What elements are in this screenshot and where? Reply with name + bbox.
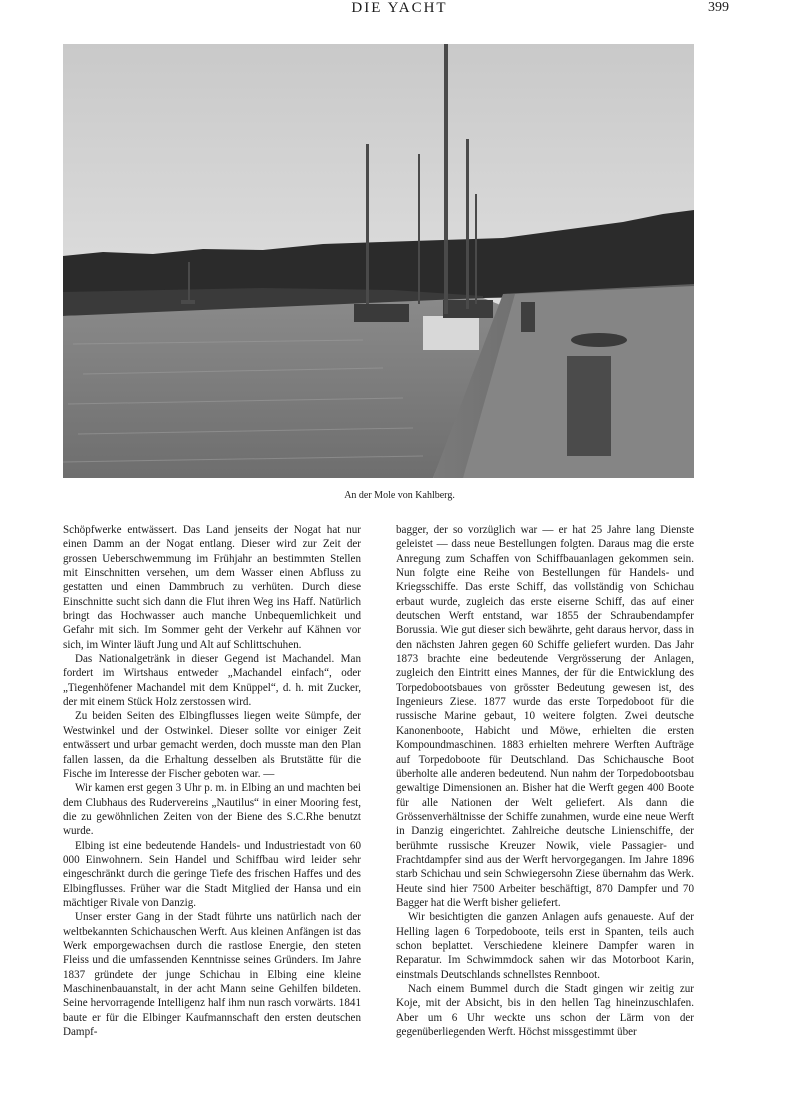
paragraph: Wir besichtigten die ganzen Anlagen aufs genaueste. Auf der Helling lagen 6 Torpedoboote, teils erst in Spanten, teils auch schon beplattet. Verschiedene kleinere Dampfer waren in Reparatur. Im Schwimmdock sahen wir das Motorboot Karin, einstmals Deutschlands schnellstes Rennboot. [396,911,694,981]
paragraph: Unser erster Gang in der Stadt führte uns natürlich nach der weltbekannten Schichauschen Werft. Aus kleinen Anfängen ist das Werk emporgewachsen durch die rastlose Energie, den steten Fleiss und die umfassenden Kenntnisse seines Gründers. Im Jahre 1837 gründete der junge Schichau in Elbing eine kleine Maschinenbauanstalt, in der acht Mann seine Gehilfen bildeten. Seine hervorragende Intelligenz half ihm nun rasch vorwärts. 1841 baute er für die Elbinger Kaufmannschaft den ersten deutschen Dampf- [63,911,361,1039]
running-title: DIE YACHT [351,0,448,16]
text-column-left [63,523,361,1039]
harbor-photo [63,44,694,478]
page-number: 399 [708,0,729,15]
photo-caption: An der Mole von Kahlberg. [344,490,455,501]
text-column-right [396,523,694,1039]
paragraph: Elbing ist eine bedeutende Handels- und Industriestadt von 60 000 Einwohnern. Sein Handel und Schiffbau wird leider sehr eingeschränkt durch die geringe Tiefe des frischen Haffes und des Elbingflusses. Früher war die Stadt Mitglied der Hansa und ein mächtiger Rivale von Danzig. [63,839,361,909]
paragraph: Nach einem Bummel durch die Stadt gingen wir zeitig zur Koje, mit der Absicht, bis in den hellen Tag hineinzuschlafen. Aber um 6 Uhr weckte uns schon der Lärm von der gegenüberliegenden Werft. Höchst missgestimmt über [396,983,694,1039]
paragraph: Das Nationalgetränk in dieser Gegend ist Machandel. Man fordert im Wirtshaus entweder „Machandel einfach“, oder „Tiegenhöfener Machandel mit dem Knüppel“, d. h. mit Zucker, der mit einem Stück Holz zerstossen wird. [63,653,361,709]
paragraph: Schöpfwerke entwässert. Das Land jenseits der Nogat hat nur einen Damm an der Nogat entlang. Dieser wird zur Zeit der grossen Ueberschwemmung im Frühjahr an bestimmten Stellen mit Einschnitten versehen, um dem Wasser einen Abfluss zu gestatten und einen Dammbruch zu verhüten. Durch diese Einschnitte sucht sich dann die Flut ihren Weg ins Haff. Natürlich bringt das Hochwasser auch manche Unbequemlichkeit und Gefahr mit sich. Im Sommer geht der Verkehr auf Kähnen vor sich, im Winter läuft Jung und Alt auf Schlittschuhen. [63,524,361,651]
paragraph: Wir kamen erst gegen 3 Uhr p. m. in Elbing an und machten bei dem Clubhaus des Rudervereins „Nautilus“ in einer Mooring fest, die zu gewöhnlichen Zeiten von der Biene des S.C.Rhe benutzt wurde. [63,782,361,838]
paragraph: Zu beiden Seiten des Elbingflusses liegen weite Sümpfe, der Westwinkel und der Ostwinkel. Dieser sollte vor einiger Zeit entwässert und urbar gemacht werden, doch musste man den Plan fallen lassen, da die Erhaltung desselben als Brutstätte für die Fische im Interesse der Fischer geboten war. — [63,710,361,780]
paragraph: bagger, der so vorzüglich war — er hat 25 Jahre lang Dienste geleistet — dass neue Bestellungen folgten. Daraus mag die erste Anregung zum Schaffen von Schiffbauanlagen gekommen sein. Nun folgte eine Reihe von Bestellungen für Handels- und Kriegsschiffe. Das erste Schiff, das vollständig von Schichau erbaut wurde, zugleich das erste eiserne Schiff, das auf einer deutschen Werft entstand, war 1855 der Schraubendampfer Borussia. Wie gut dieser sich bewährte, geht daraus hervor, dass in den nächsten Jahren gegen 60 Schiffe geliefert wurden. Das Jahr 1873 brachte eine bedeutende Vergrösserung der Anlagen, zugleich den Eintritt eines Mannes, der für die Entwicklung des Torpedobootsbaues von grösster Bedeutung gewesen ist, des Ingenieurs Ziese. 1877 wurde das erste Torpedoboot für die russische Marine gebaut, 10 weitere folgten. Zwei deutsche Kanonenboote, Habicht und Möwe, erhielten die ersten Kompoundmaschinen. 1883 erhielten mehrere Werften Aufträge auf Torpedoboote für Deutschland. Das Schichausche Boot überholte alle anderen bedeutend. Nun nahm der Torpedobootsbau gewaltige Dimensionen an. Bisher hat die Werft gegen 400 Boote für alle Nationen der Welt geliefert. Als dann die Grössenverhältnisse der Schiffe zunahmen, wurde eine neue Werft in Danzig eingerichtet. Zahlreiche deutsche Linienschiffe, der berühmte russische Kreuzer Nowik, viele Passagier- und Frachtdampfer sind aus der Werft hervorgegangen. Im Jahre 1896 starb Schichau und sein Schwiegersohn Ziese übernahm das Werk. Heute sind hier 7500 Arbeiter beschäftigt, 870 Dampfer und 70 Bagger hat die Werft bisher geliefert. [396,524,694,909]
